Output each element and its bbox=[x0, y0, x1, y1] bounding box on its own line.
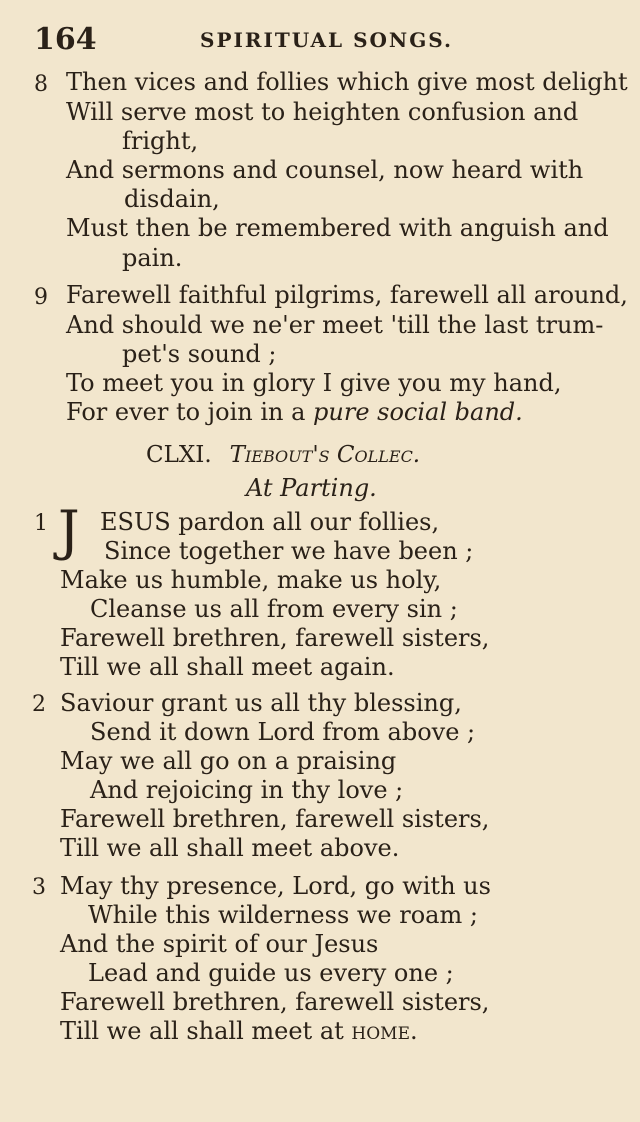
verse-line: pet's sound ; bbox=[122, 340, 277, 368]
verse-number: 3 bbox=[32, 875, 46, 900]
running-title: SPIRITUAL SONGS. bbox=[200, 28, 453, 52]
verse-line-end: home. bbox=[351, 1017, 418, 1045]
verse-line: And the spirit of our Jesus bbox=[60, 930, 379, 958]
verse-line-start: For ever to join in a bbox=[66, 398, 314, 426]
verse-line: Will serve most to heighten confusion and bbox=[66, 98, 579, 126]
hymn-title: At Parting. bbox=[246, 474, 377, 502]
verse-line: Then vices and follies which give most delight bbox=[66, 68, 628, 96]
verse-line: pain. bbox=[122, 244, 183, 272]
page-number: 164 bbox=[34, 22, 97, 57]
verse-number: 1 bbox=[34, 511, 48, 536]
verse-line: Saviour grant us all thy blessing, bbox=[60, 689, 462, 717]
verse-line: Farewell brethren, farewell sisters, bbox=[60, 988, 490, 1016]
verse-line: ESUS pardon all our follies, bbox=[100, 508, 440, 536]
verse-line bbox=[60, 1019, 418, 1043]
verse-line: Send it down Lord from above ; bbox=[90, 718, 476, 746]
verse-line: Till we all shall meet again. bbox=[60, 653, 395, 681]
verse-line: Farewell faithful pilgrims, farewell all around, bbox=[66, 281, 628, 309]
verse-number: 8 bbox=[34, 72, 48, 97]
verse-line-italic: pure social band. bbox=[313, 398, 523, 426]
verse-line: disdain, bbox=[124, 185, 220, 213]
verse-line: Make us humble, make us holy, bbox=[60, 566, 442, 594]
verse-line: Farewell brethren, farewell sisters, bbox=[60, 805, 490, 833]
verse-line bbox=[66, 400, 523, 424]
hymn-number: CLXI. bbox=[146, 442, 212, 468]
verse-line: May we all go on a praising bbox=[60, 747, 397, 775]
hymn-heading bbox=[146, 442, 420, 468]
verse-line: To meet you in glory I give you my hand, bbox=[66, 369, 562, 397]
verse-line: Must then be remembered with anguish and bbox=[66, 214, 609, 242]
hymn-source: Tiebout's Collec. bbox=[229, 442, 421, 468]
verse-line: While this wilderness we roam ; bbox=[88, 901, 478, 929]
verse-line: May thy presence, Lord, go with us bbox=[60, 872, 491, 900]
verse-line: Farewell brethren, farewell sisters, bbox=[60, 624, 490, 652]
verse-line: fright, bbox=[122, 127, 199, 155]
verse-line: Lead and guide us every one ; bbox=[88, 959, 454, 987]
verse-number: 9 bbox=[34, 285, 48, 310]
verse-line: Cleanse us all from every sin ; bbox=[90, 595, 458, 623]
verse-line: Since together we have been ; bbox=[104, 537, 474, 565]
verse-line: And should we ne'er meet 'till the last trum- bbox=[66, 311, 604, 339]
verse-number: 2 bbox=[32, 692, 46, 717]
drop-capital: J bbox=[58, 499, 80, 562]
verse-line: And sermons and counsel, now heard with bbox=[66, 156, 584, 184]
verse-line: And rejoicing in thy love ; bbox=[90, 776, 404, 804]
verse-line-start: Till we all shall meet at bbox=[60, 1017, 352, 1045]
verse-line: Till we all shall meet above. bbox=[60, 834, 400, 862]
